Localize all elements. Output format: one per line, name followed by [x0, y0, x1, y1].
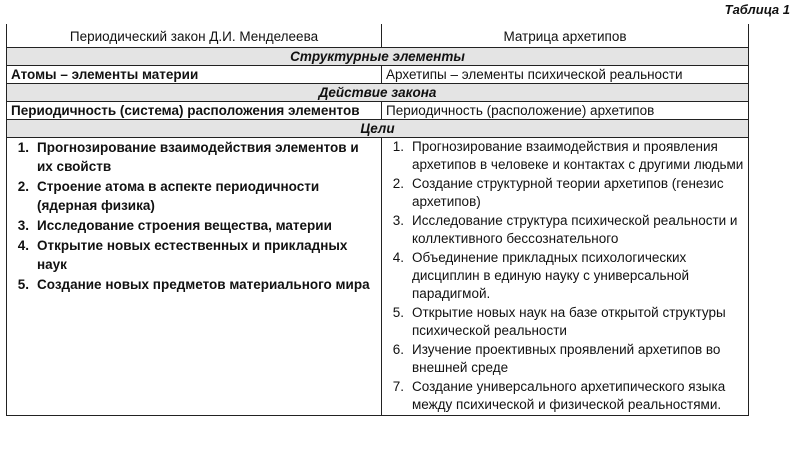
list-item: 4. Открытие новых естественных и прикладных наук	[17, 238, 348, 272]
list-item: 2. Создание структурной теории архетипов (генезис архетипов)	[392, 176, 724, 209]
action-right-cell: Периодичность (расположение) архетипов	[382, 102, 749, 120]
structural-right-cell: Архетипы – элементы психической реальности	[382, 66, 749, 84]
section-title-goals: Цели	[7, 120, 749, 138]
section-row-action	[7, 84, 749, 102]
comparison-table	[6, 24, 749, 416]
list-item: 2. Строение атома в аспекте периодичности (ядерная физика)	[17, 179, 320, 213]
list-item: 1. Прогнозирование взаимодействия элементов и их свойств	[17, 140, 359, 174]
goals-right-list	[384, 138, 744, 414]
list-item: 5. Создание новых предметов материального мира	[17, 277, 370, 292]
list-item: 4. Объединение прикладных психологических дисциплин в единую науку с универсальной парадигмой.	[392, 250, 690, 301]
list-item: 6. Изучение проективных проявлений архетипов во внешней среде	[392, 342, 721, 375]
list-item: 7. Создание универсального архетипического языка между психической и физической реальностями.	[392, 379, 726, 412]
list-item: 3. Исследование структура психической реальности и коллективного бессознательного	[392, 213, 738, 246]
structural-left-cell: Атомы – элементы материи	[7, 66, 382, 84]
table-row	[7, 66, 749, 84]
list-item: 3. Исследование строения вещества, материи	[17, 218, 332, 233]
section-row-goals	[7, 120, 749, 138]
section-title-action: Действие закона	[7, 84, 749, 102]
section-row-structural	[7, 48, 749, 66]
goals-row	[7, 138, 749, 416]
goals-left-cell	[7, 138, 382, 416]
goals-left-list	[9, 138, 377, 294]
list-item: 1. Прогнозирование взаимодействия и проявления архетипов в человеке и контактах с другими людьми	[392, 139, 744, 172]
action-left-cell: Периодичность (система) расположения элементов	[7, 102, 382, 120]
table-caption: Таблица 1	[724, 2, 790, 17]
section-title-structural: Структурные элементы	[7, 48, 749, 66]
header-right: Матрица архетипов	[382, 24, 749, 48]
table-row	[7, 102, 749, 120]
header-left: Периодический закон Д.И. Менделеева	[7, 24, 382, 48]
goals-right-cell	[382, 138, 749, 416]
list-item: 5. Открытие новых наук на базе открытой структуры психической реальности	[392, 305, 726, 338]
table-header-row	[7, 24, 749, 48]
